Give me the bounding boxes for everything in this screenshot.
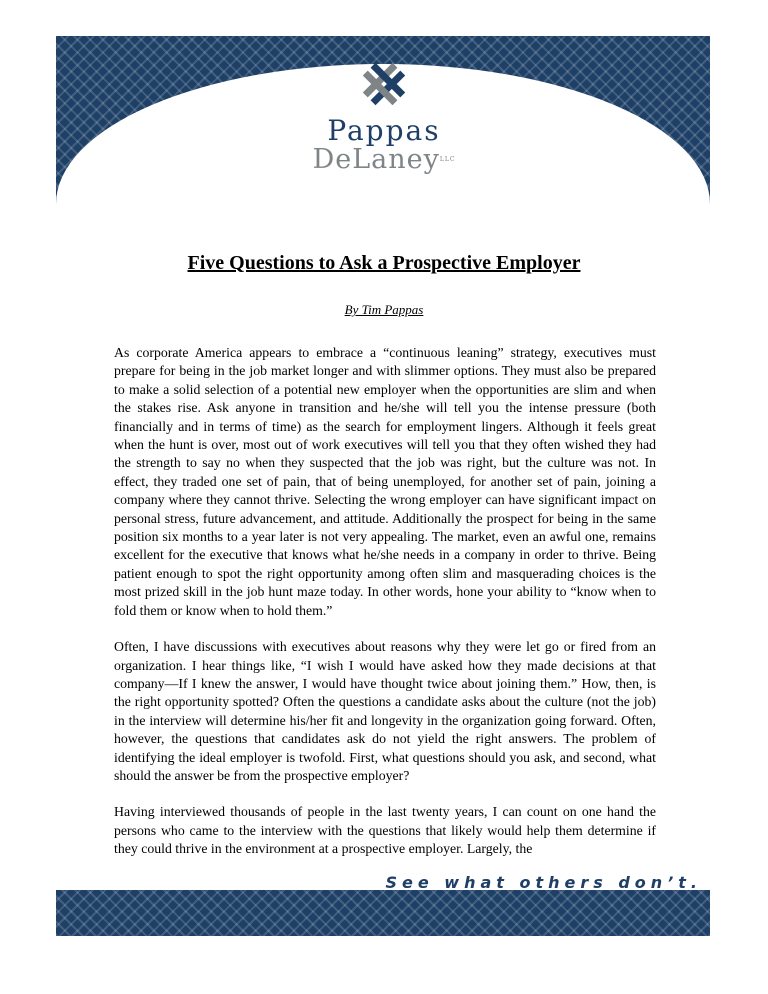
paragraph-2: Often, I have discussions with executives about reasons why they were let go or fired from an organization. I hear things like, “I wish I would have asked how they made decisions at that company—If I knew the answer, I would have thought twice about joining them.” How, then, is the right opportunity spotted? Often the questions a candidate asks about the culture (not the job) in the interview will determine his/her fit and longevity in the organization going forward. Often, however, the questions that candidates ask do not yield the right answers. The problem of identifying the ideal employer is twofold. First, what questions should you ask, and second, what should the answer be from the prospective employer? bbox=[114, 639, 656, 783]
paragraph-1: As corporate America appears to embrace a “continuous leaning” strategy, executives must prepare for being in the job market longer and with slimmer options. They must also be prepared to make a solid selection of a potential new employer when the opportunities are slim and when the stakes rise. Ask anyone in transition and he/she will tell you the intense pressure (both financially and in terms of time) as the search for employment lingers. Although it feels great when the hunt is over, most out of work executives will tell you that they often wished they had the strength to say no when they suspected that the job was right, but the culture was not. In effect, they traded one set of pain, that of being unemployed, for another set of pain, joining a company where they cannot thrive. Selecting the wrong employer can have significant impact on personal stress, future advancement, and attitude. Additionally the prospect for being in the same position six months to a year later is not very appealing. The market, even an awful one, remains excellent for the executive that knows what he/she needs in a company in order to thrive. Being patient enough to spot the right opportunity among often slim and masquerading choices is the most prized skill in the job hunt maze today. In other words, hone your ability to “know when to fold them or know when to hold them.” bbox=[114, 345, 656, 618]
article-body bbox=[114, 344, 656, 877]
footer-pattern bbox=[56, 890, 710, 936]
brand-name-line2-text: DeLaney bbox=[312, 144, 440, 175]
woven-lattice-icon bbox=[354, 54, 414, 114]
article-byline: By Tim Pappas bbox=[344, 302, 424, 317]
article-title: Five Questions to Ask a Prospective Employer bbox=[187, 252, 581, 274]
brand-name-line1: Pappas bbox=[327, 114, 441, 147]
brand-name-line2 bbox=[0, 146, 768, 174]
footer-tagline: See what others don’t. bbox=[385, 873, 702, 892]
brand-trademark: LLC bbox=[439, 156, 456, 163]
company-logo bbox=[0, 54, 768, 174]
paragraph-3: Having interviewed thousands of people in the last twenty years, I can count on one hand the persons who came to the interview with the questions that likely would help them determine if they could thrive in the environment at a prospective employer. Largely, the bbox=[114, 804, 656, 857]
